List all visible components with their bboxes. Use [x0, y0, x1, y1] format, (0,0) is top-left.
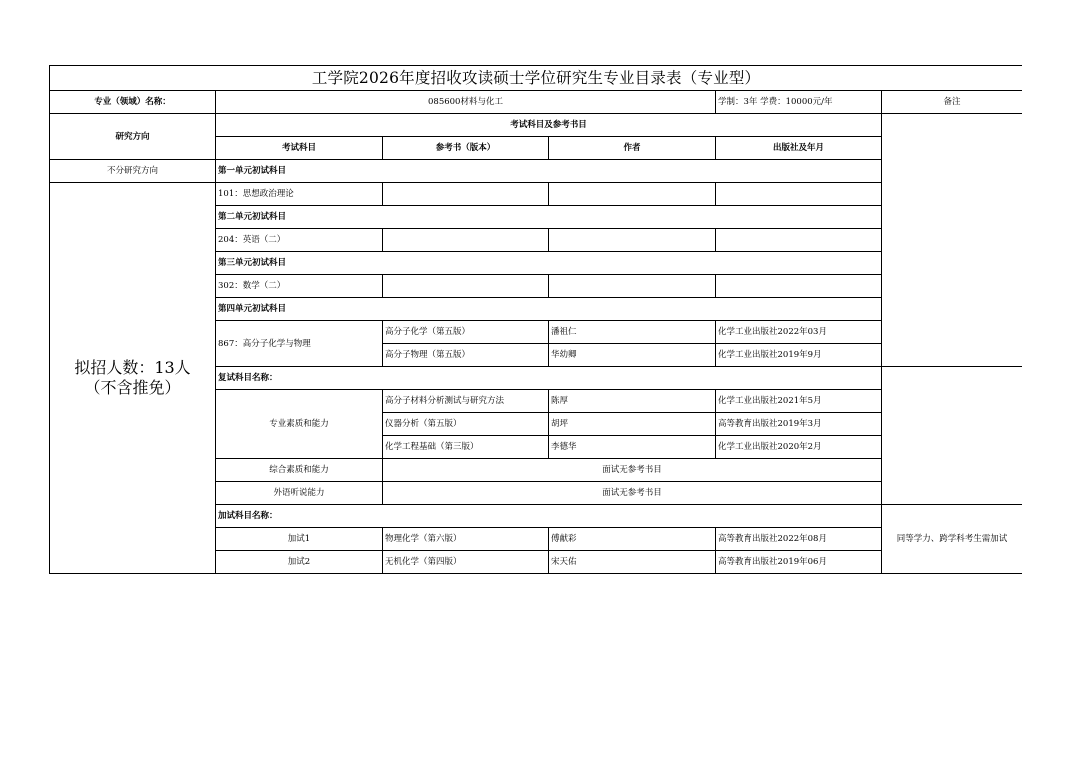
- catalog-table: [49, 65, 1022, 574]
- retest-comprehensive-subject: 综合素质和能力: [216, 459, 383, 482]
- extra-subject-2: 加试2: [216, 551, 383, 574]
- unit1-subject: 101：思想政治理论: [216, 183, 383, 206]
- duration-fee: 学制：3年 学费：10000元/年: [716, 91, 882, 114]
- unit2-publisher: [716, 229, 882, 252]
- header-row: [50, 91, 1023, 114]
- retest-book-2: 仪器分析（第五版）: [383, 413, 549, 436]
- extra-book-2: 无机化学（第四版）: [383, 551, 549, 574]
- extra-author-1: 傅献彩: [549, 528, 716, 551]
- retest-language-note: 面试无参考书目: [383, 482, 882, 505]
- unit2-author: [549, 229, 716, 252]
- title-row: [50, 66, 1023, 91]
- unit3-author: [549, 275, 716, 298]
- major-label: 专业（领域）名称：: [50, 91, 216, 114]
- unit2-book: [383, 229, 549, 252]
- author-header: 作者: [549, 137, 716, 160]
- book-header: 参考书（版本）: [383, 137, 549, 160]
- page-title: 工学院2026年度招收攻读硕士学位研究生专业目录表（专业型）: [50, 66, 1023, 91]
- retest-book-1: 高分子材料分析测试与研究方法: [383, 390, 549, 413]
- unit1-book: [383, 183, 549, 206]
- extra-publisher-1: 高等教育出版社2022年08月: [716, 528, 882, 551]
- unit4-author-2: 华幼卿: [549, 344, 716, 367]
- unit4-publisher-1: 化学工业出版社2022年03月: [716, 321, 882, 344]
- unit3-subject: 302：数学（二）: [216, 275, 383, 298]
- publisher-header: 出版社及年月: [716, 137, 882, 160]
- column-group-row: [50, 114, 1023, 137]
- subject-header: 考试科目: [216, 137, 383, 160]
- extra-publisher-2: 高等教育出版社2019年06月: [716, 551, 882, 574]
- direction-value: 不分研究方向: [50, 160, 216, 183]
- unit4-book-2: 高分子物理（第五版）: [383, 344, 549, 367]
- retest-author-3: 李德华: [549, 436, 716, 459]
- extra-remark: 同等学力、跨学科考生需加试: [882, 505, 1023, 574]
- unit4-publisher-2: 化学工业出版社2019年9月: [716, 344, 882, 367]
- unit2-label: 第二单元初试科目: [216, 206, 882, 229]
- retest-author-1: 陈厚: [549, 390, 716, 413]
- enrollment-count: 拟招人数：13人: [74, 358, 191, 377]
- major-value: 085600材料与化工: [216, 91, 716, 114]
- unit1-author: [549, 183, 716, 206]
- unit4-book-1: 高分子化学（第五版）: [383, 321, 549, 344]
- retest-author-2: 胡坪: [549, 413, 716, 436]
- retest-language-subject: 外语听说能力: [216, 482, 383, 505]
- retest-comprehensive-note: 面试无参考书目: [383, 459, 882, 482]
- retest-book-3: 化学工程基础（第三版）: [383, 436, 549, 459]
- unit1-label: 第一单元初试科目: [216, 160, 882, 183]
- enrollment-cell: [50, 183, 216, 574]
- unit1-subject-row: [50, 183, 1023, 206]
- retest-label: 复试科目名称：: [216, 367, 882, 390]
- retest-professional-subject: 专业素质和能力: [216, 390, 383, 459]
- extra-label: 加试科目名称：: [216, 505, 882, 528]
- retest-publisher-3: 化学工业出版社2020年2月: [716, 436, 882, 459]
- extra-subject-1: 加试1: [216, 528, 383, 551]
- exam-group-header: 考试科目及参考书目: [216, 114, 882, 137]
- remark-header: 备注: [882, 91, 1023, 114]
- remark-cell-1: [882, 114, 1023, 367]
- unit2-subject: 204：英语（二）: [216, 229, 383, 252]
- retest-publisher-2: 高等教育出版社2019年3月: [716, 413, 882, 436]
- unit3-book: [383, 275, 549, 298]
- unit4-subject: 867：高分子化学与物理: [216, 321, 383, 367]
- unit3-publisher: [716, 275, 882, 298]
- extra-author-2: 宋天佑: [549, 551, 716, 574]
- unit1-publisher: [716, 183, 882, 206]
- unit4-label: 第四单元初试科目: [216, 298, 882, 321]
- unit4-author-1: 潘祖仁: [549, 321, 716, 344]
- unit1-label-row: [50, 160, 1023, 183]
- catalog-sheet: [49, 65, 1022, 577]
- retest-publisher-1: 化学工业出版社2021年5月: [716, 390, 882, 413]
- extra-book-1: 物理化学（第六版）: [383, 528, 549, 551]
- enrollment-note: （不含推免）: [84, 378, 181, 397]
- remark-cell-2: [882, 367, 1023, 505]
- direction-header: 研究方向: [50, 114, 216, 160]
- unit3-label: 第三单元初试科目: [216, 252, 882, 275]
